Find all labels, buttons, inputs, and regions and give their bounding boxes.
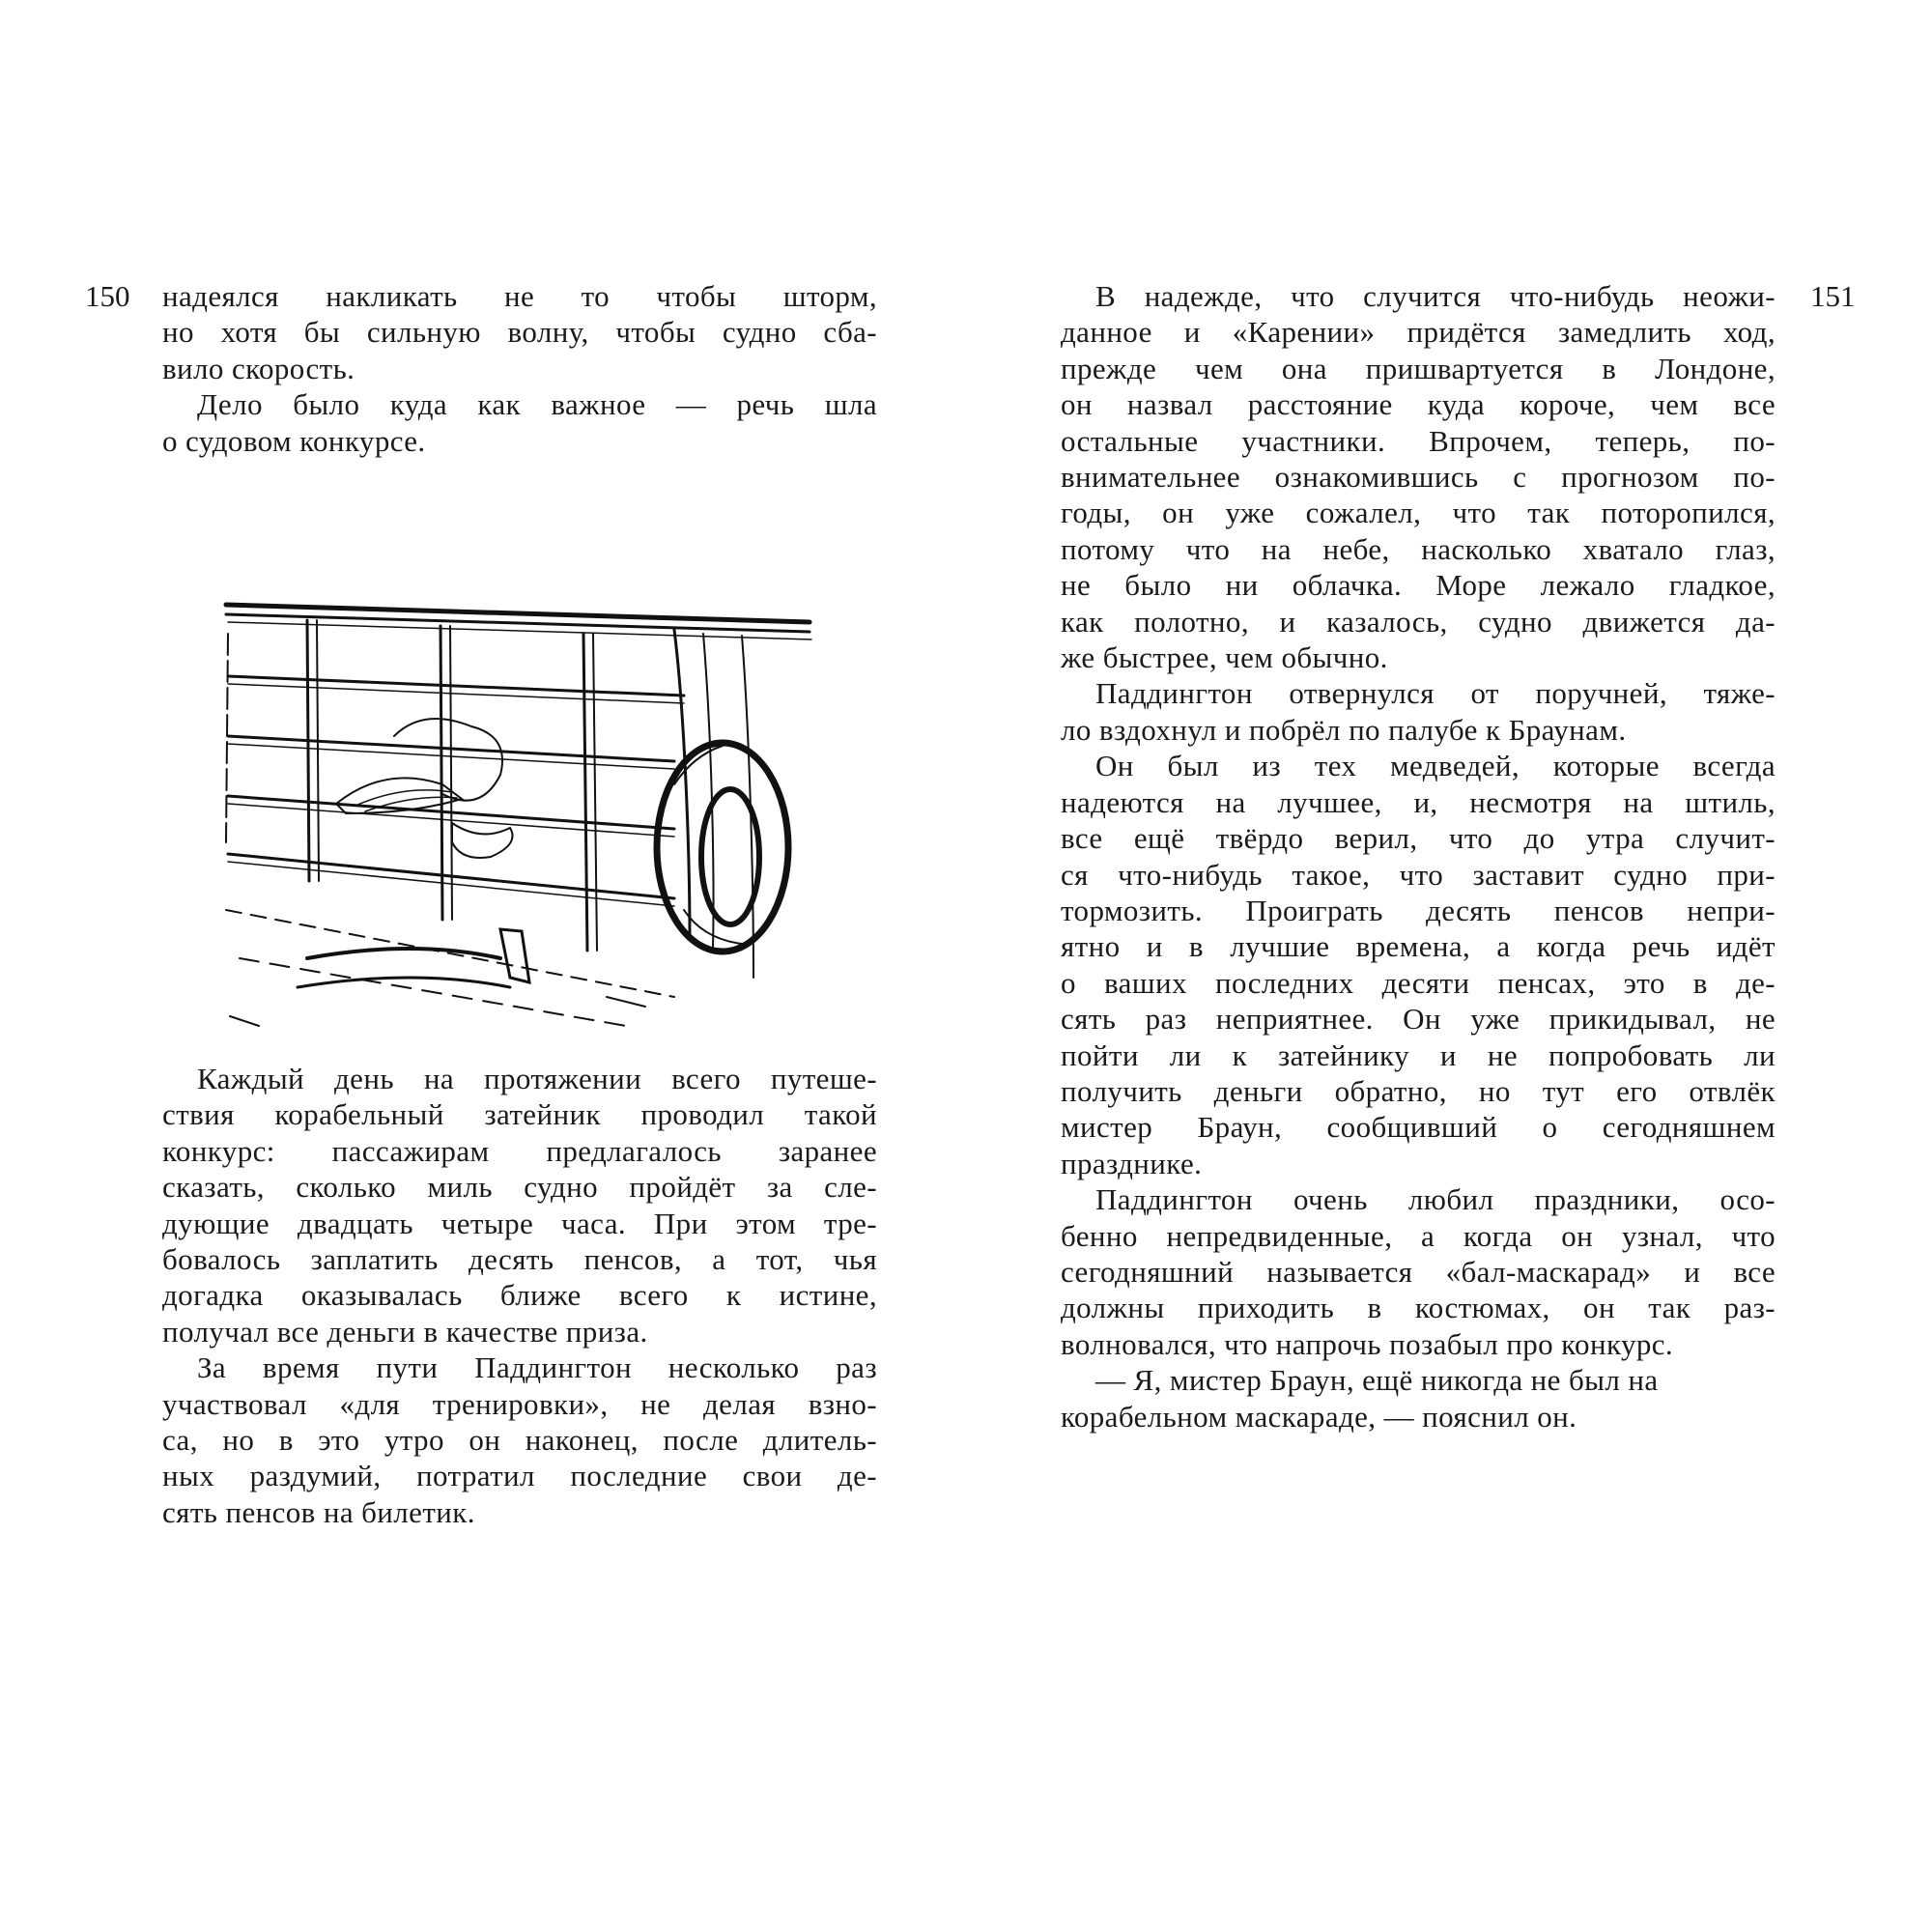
text-line: Он был из тех медведей, которые всегда [1095, 749, 1776, 783]
text-line: должны приходить в костюмах, он так раз- [1061, 1291, 1776, 1325]
text-line: Дело было куда как важное — речь шла [197, 387, 877, 422]
text-line: Паддингтон отвернулся от поручней, тяже- [1095, 676, 1776, 711]
text-line: Паддингтон очень любил праздники, осо- [1095, 1182, 1776, 1217]
text-line: внимательнее ознакомившись с прогнозом по- [1061, 460, 1776, 495]
text-line: вило скорость. [162, 351, 355, 385]
text-line: ятно и в лучшие времена, а когда речь идёт [1061, 929, 1776, 964]
text-line: волновался, что напрочь позабыл про конкурс. [1061, 1326, 1674, 1361]
text-line: не было ни облачка. Море лежало гладкое, [1061, 568, 1776, 603]
text-line: потому что на небе, насколько хватало глаз, [1061, 531, 1776, 566]
text-line: корабельном маскараде, — пояснил он. [1061, 1399, 1577, 1434]
text-line: прежде чем она пришвартуется в Лондоне, [1061, 351, 1776, 385]
text-line: бенно непредвиденные, а когда он узнал, что [1061, 1218, 1776, 1253]
text-line: он назвал расстояние куда короче, чем все [1061, 387, 1776, 422]
page-number-left: 150 [85, 279, 130, 313]
text-line: все ещё твёрдо верил, что до утра случит- [1061, 821, 1776, 856]
text-line: остальные участники. Впрочем, теперь, по- [1061, 423, 1776, 458]
text-line: надеялся накликать не то чтобы шторм, [162, 279, 877, 313]
text-line: сять пенсов на билетик. [162, 1494, 475, 1529]
text-line: ных раздумий, потратил последние свои де- [162, 1459, 877, 1493]
text-line: Каждый день на протяжении всего путеше- [197, 1062, 877, 1095]
text-line: са, но в это утро он наконец, после длитель- [162, 1423, 877, 1458]
text-line: бовалось заплатить десять пенсов, а тот, чья [162, 1242, 877, 1277]
text-line: о судовом конкурсе. [162, 423, 426, 458]
text-line: годы, он уже сожалел, что так поторопился, [1061, 496, 1776, 530]
right-page-text [1061, 278, 1776, 1435]
text-line: В надежде, что случится что-нибудь неожи- [1095, 279, 1776, 313]
text-line: празднике. [1061, 1146, 1203, 1180]
text-line: дующие двадцать четыре часа. При этом тре- [162, 1206, 877, 1240]
text-line: ствия корабельный затейник проводил такой [162, 1097, 877, 1132]
text-line: о ваших последних десяти пенсах, это в де- [1061, 965, 1776, 1000]
text-line: сказать, сколько миль судно пройдёт за сле- [162, 1170, 877, 1205]
text-line: получал все деньги в качестве приза. [162, 1314, 648, 1349]
text-line: тормозить. Проиграть десять пенсов непри- [1061, 893, 1776, 927]
text-line: догадка оказывалась ближе всего к истине, [162, 1278, 877, 1313]
text-line: — Я, мистер Браун, ещё никогда не был на [1095, 1363, 1659, 1398]
text-line: сегодняшний называется «бал-маскарад» и все [1061, 1254, 1776, 1289]
text-line: За время пути Паддингтон несколько раз [197, 1350, 877, 1385]
page-number-right: 151 [1810, 279, 1856, 313]
text-line: получить деньги обратно, но тут его отвлёк [1061, 1073, 1776, 1108]
left-page-text-bottom [162, 1061, 877, 1530]
text-line: участвовал «для тренировки», не делая взно- [162, 1386, 877, 1421]
text-line: но хотя бы сильную волну, чтобы судно сба- [162, 315, 877, 350]
ship-railing-illustration [220, 591, 819, 1036]
text-line: ло вздохнул и побрёл по палубе к Браунам. [1061, 712, 1627, 747]
text-line: пойти ли к затейнику и не попробовать ли [1061, 1037, 1776, 1072]
text-line: сять раз неприятнее. Он уже прикидывал, не [1061, 1002, 1776, 1037]
text-line: как полотно, и казалось, судно движется да- [1061, 604, 1776, 639]
text-line: ся что-нибудь такое, что заставит судно при- [1061, 857, 1776, 892]
text-line: конкурс: пассажирам предлагалось заранее [162, 1133, 877, 1168]
left-page-text-top [162, 278, 877, 459]
text-line: мистер Браун, сообщивший о сегодняшнем [1061, 1110, 1776, 1145]
text-line: надеются на лучшее, и, несмотря на штиль, [1061, 784, 1776, 819]
text-line: же быстрее, чем обычно. [1061, 640, 1388, 675]
text-line: данное и «Карении» придётся замедлить ход, [1061, 315, 1776, 350]
